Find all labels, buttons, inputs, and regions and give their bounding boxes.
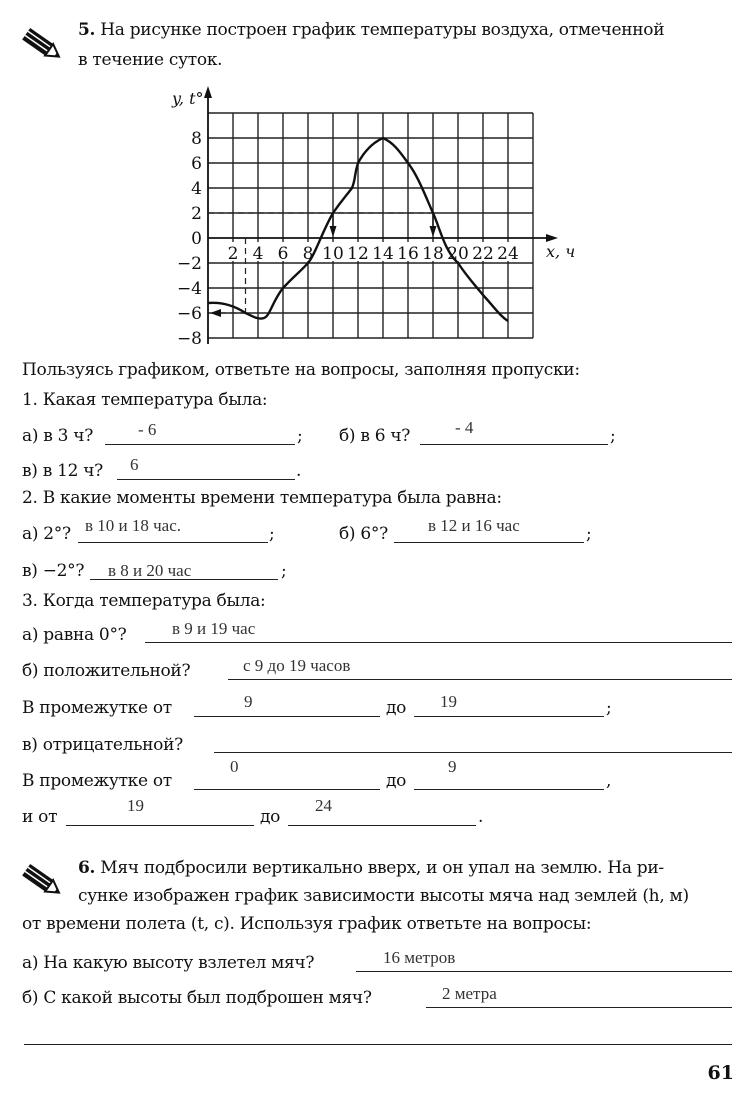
task6a-answer[interactable]: 16 метров — [383, 948, 456, 967]
q3b-from-line[interactable] — [194, 716, 380, 717]
task6a-label: а) На какую высоту взлетел мяч? — [22, 953, 315, 973]
q3b-interval-from-label: В промежутке от — [22, 698, 172, 718]
instructions: Пользуясь графиком, ответьте на вопросы, заполняя пропуски: — [22, 360, 580, 380]
q3c-end-punct: . — [478, 807, 484, 827]
task6b-answer-line[interactable] — [426, 1007, 732, 1008]
q1b-label: б) в 6 ч? — [339, 426, 411, 446]
q3b-interval-to-label: до — [386, 698, 407, 718]
y-axis-arrow-icon — [204, 86, 212, 98]
q3b-answer-line[interactable] — [228, 679, 732, 680]
svg-text:2: 2 — [191, 204, 202, 224]
q2a-answer-line[interactable] — [78, 542, 268, 543]
svg-text:24: 24 — [497, 244, 519, 264]
q3b-to-answer[interactable]: 19 — [440, 692, 457, 711]
pencil-icon — [18, 862, 66, 902]
q3c-interval-to-label: до — [386, 771, 407, 791]
q3c-from2-answer[interactable]: 19 — [127, 796, 144, 815]
task6b-label: б) С какой высоты был подброшен мяч? — [22, 988, 372, 1008]
svg-text:14: 14 — [372, 244, 394, 264]
svg-text:4: 4 — [252, 244, 264, 264]
q3c-from2-line[interactable] — [66, 825, 254, 826]
q1c-answer[interactable]: 6 — [130, 455, 139, 474]
task6-text: Мяч подбросили вертикально вверх, и он упал на землю. На ри- — [100, 858, 664, 878]
task5-number: 5. — [78, 20, 96, 40]
q3a-answer[interactable]: в 9 и 19 час — [172, 619, 256, 638]
q1-title: 1. Какая температура была: — [22, 390, 268, 410]
q3b-punct: ; — [606, 698, 612, 718]
q1a-answer[interactable]: - 6 — [138, 420, 157, 439]
q2a-answer[interactable]: в 10 и 18 час. — [85, 516, 182, 535]
q1c-answer-line[interactable] — [117, 479, 295, 480]
q1a-punct: ; — [297, 426, 303, 446]
q2b-answer-line[interactable] — [394, 542, 584, 543]
svg-text:6: 6 — [191, 154, 202, 174]
q2a-punct: ; — [269, 524, 275, 544]
q3c-label: в) отрицательной? — [22, 735, 183, 755]
svg-text:4: 4 — [191, 179, 202, 199]
y-tick-labels — [177, 129, 202, 349]
task6-statement-line3: от времени полета (t, с). Используя график ответьте на вопросы: — [22, 914, 592, 934]
q3a-answer-line[interactable] — [145, 642, 732, 643]
svg-text:−2: −2 — [176, 254, 202, 274]
page-number: 61 — [707, 1062, 734, 1084]
q2b-punct: ; — [586, 524, 592, 544]
q3b-label: б) положительной? — [22, 661, 191, 681]
svg-text:8: 8 — [302, 244, 314, 264]
q3c-and-from-label: и от — [22, 807, 58, 827]
task6a-answer-line[interactable] — [356, 971, 732, 972]
task6-statement-line1 — [78, 858, 664, 878]
svg-text:12: 12 — [347, 244, 369, 264]
q2b-label: б) 6°? — [339, 524, 388, 544]
svg-text:−4: −4 — [176, 279, 202, 299]
q2-title: 2. В какие моменты времени температура была равна: — [22, 488, 502, 508]
q3c-interval-from-label: В промежутке от — [22, 771, 172, 791]
task5-text: На рисунке построен график температуры воздуха, отмеченной — [100, 20, 665, 40]
q2c-punct: ; — [281, 561, 287, 581]
arrow-down-icon — [430, 226, 437, 237]
svg-text:0: 0 — [191, 229, 202, 249]
q3c-to-line[interactable] — [414, 789, 604, 790]
task6b-answer[interactable]: 2 метра — [442, 984, 497, 1003]
task5-statement-line2: в течение суток. — [78, 50, 223, 70]
svg-text:16: 16 — [397, 244, 419, 264]
task6-number: 6. — [78, 858, 96, 878]
svg-text:10: 10 — [322, 244, 344, 264]
svg-text:−8: −8 — [176, 329, 202, 349]
q3b-from-answer[interactable]: 9 — [244, 692, 253, 711]
q1c-punct: . — [296, 461, 302, 481]
svg-text:8: 8 — [191, 129, 202, 149]
extra-answer-line[interactable] — [24, 1044, 732, 1045]
q1c-label: в) в 12 ч? — [22, 461, 103, 481]
q1b-answer-line[interactable] — [420, 444, 608, 445]
q1a-label: а) в 3 ч? — [22, 426, 94, 446]
q3c-punct: , — [606, 771, 612, 791]
svg-text:22: 22 — [472, 244, 494, 264]
q3c-from-answer[interactable]: 0 — [230, 757, 239, 776]
task6-statement-line2: сунке изображен график зависимости высоты мяча над землей (h, м) — [78, 886, 689, 906]
temperature-chart — [0, 0, 756, 360]
q1a-answer-line[interactable] — [105, 444, 295, 445]
q2a-label: а) 2°? — [22, 524, 71, 544]
q3c-answer-line[interactable] — [214, 752, 732, 753]
arrow-left-icon — [210, 309, 221, 317]
q3c-to2-answer[interactable]: 24 — [315, 796, 332, 815]
q1b-answer[interactable]: - 4 — [455, 418, 474, 437]
q3b-answer[interactable]: с 9 до 19 часов — [243, 656, 351, 675]
q3c-to2-label: до — [260, 807, 281, 827]
svg-text:20: 20 — [447, 244, 469, 264]
q3c-to2-line[interactable] — [288, 825, 476, 826]
x-axis-arrow-icon — [546, 234, 558, 242]
q3b-to-line[interactable] — [414, 716, 604, 717]
q2b-answer[interactable]: в 12 и 16 час — [428, 516, 520, 535]
x-axis-label: x, ч — [546, 242, 576, 261]
q1b-punct: ; — [610, 426, 616, 446]
svg-text:−6: −6 — [176, 304, 202, 324]
q3-title: 3. Когда температура была: — [22, 591, 266, 611]
arrow-down-icon — [330, 226, 337, 237]
q2c-label: в) −2°? — [22, 561, 85, 581]
q3a-label: а) равна 0°? — [22, 625, 127, 645]
svg-text:2: 2 — [227, 244, 239, 264]
q2c-answer[interactable]: в 8 и 20 час — [108, 561, 192, 580]
y-axis-label: y, t° — [172, 89, 204, 108]
q3c-to-answer[interactable]: 9 — [448, 757, 457, 776]
svg-text:18: 18 — [422, 244, 444, 264]
q3c-from-line[interactable] — [194, 789, 380, 790]
svg-text:6: 6 — [277, 244, 289, 264]
